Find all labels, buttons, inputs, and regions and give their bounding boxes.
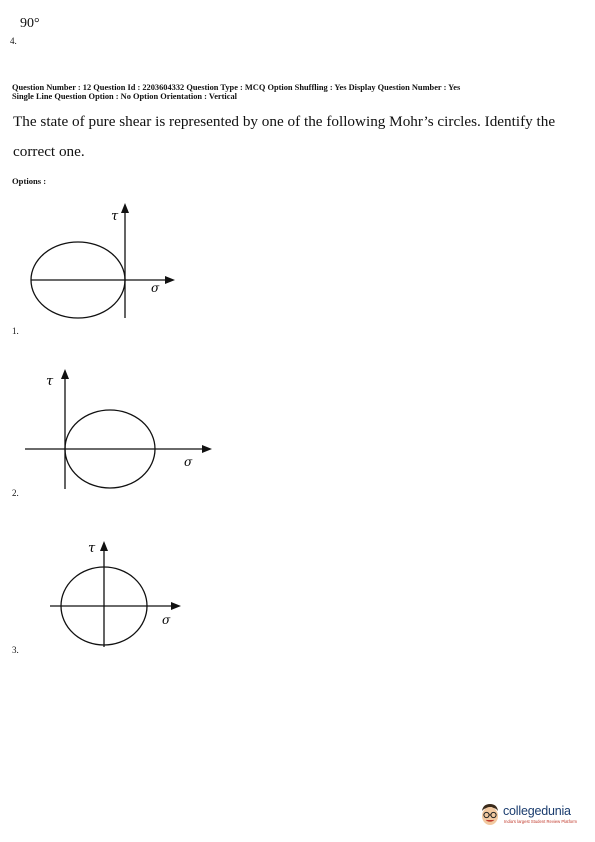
option-3-sigma-arrowhead: [171, 602, 181, 610]
student-face-icon: [479, 802, 501, 826]
option-1-tau-label: τ: [111, 209, 119, 224]
option-3-tau-arrowhead: [100, 541, 108, 551]
previous-answer: 90°: [20, 16, 40, 31]
option-3-sigma-label: σ: [162, 613, 171, 627]
brand-name: collegedunia: [503, 804, 571, 818]
option-1-sigma-label: σ: [151, 281, 160, 295]
question-text: The state of pure shear is represented by one of the following Mohr’s circles. Identify the correct one.: [13, 113, 556, 160]
option-2-number[interactable]: 2.: [12, 488, 19, 498]
option-3-tau-label: τ: [88, 541, 96, 556]
metadata-line-2: Single Line Question Option : No Option Orientation : Vertical: [12, 92, 237, 101]
metadata-line-1: Question Number : 12 Question Id : 2203604332 Question Type : MCQ Option Shuffling : Yes Display Question Number : Yes: [12, 83, 461, 92]
collegedunia-logo: [479, 798, 589, 832]
brand-tagline: India's largest Student Review Platform: [504, 819, 577, 824]
option-2-sigma-label: σ: [184, 455, 193, 469]
option-2-tau-label: τ: [46, 374, 54, 389]
option-3-number[interactable]: 3.: [12, 645, 19, 655]
options-label: Options :: [12, 176, 47, 186]
previous-question-number: 4.: [10, 36, 17, 46]
option-3-diagram-group: [50, 541, 181, 647]
option-1-number[interactable]: 1.: [12, 326, 19, 336]
